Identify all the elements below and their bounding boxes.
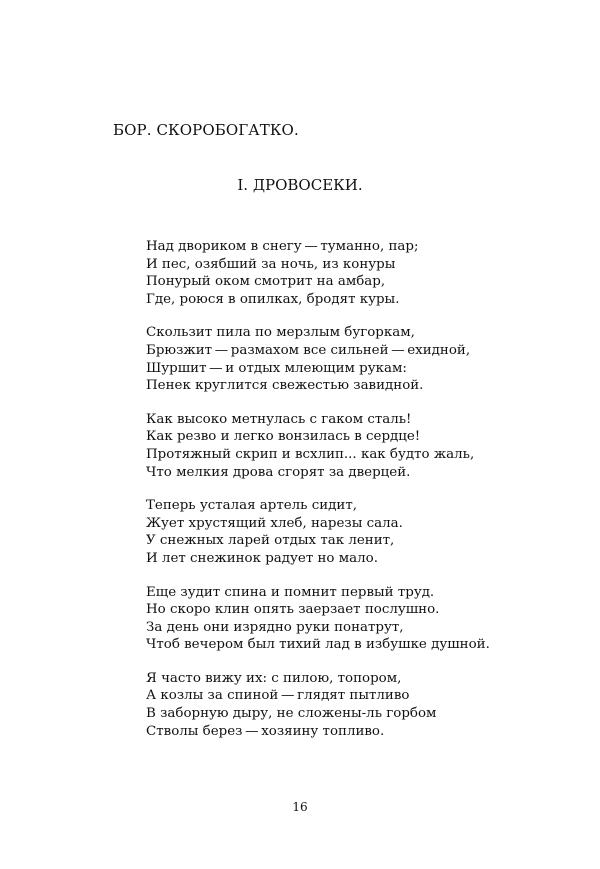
poem-line: Чтоб вечером был тихий лад в избушке душной. bbox=[146, 637, 490, 653]
stanza bbox=[146, 584, 586, 654]
author-name: БОР. СКОРОБОГАТКО. bbox=[113, 121, 299, 139]
poem-line: И лет снежинок радует но мало. bbox=[146, 550, 378, 566]
stanza bbox=[146, 497, 586, 567]
poem-line: И пес, озябший за ночь, из конуры bbox=[146, 256, 396, 272]
poem-body bbox=[146, 238, 586, 756]
page-number: 16 bbox=[292, 800, 308, 814]
poem-line: Жует хрустящий хлеб, нарезы сала. bbox=[146, 515, 403, 531]
stanza bbox=[146, 411, 586, 481]
poem-line: Пенек круглится свежестью завидной. bbox=[146, 378, 424, 394]
poem-line: В заборную дыру, не сложены-ль горбом bbox=[146, 706, 437, 722]
poem-line: Стволы берез — хозяину топливо. bbox=[146, 723, 385, 739]
poem-line: Протяжный скрип и всхлип... как будто жаль, bbox=[146, 446, 475, 462]
stanza bbox=[146, 670, 586, 740]
stanza bbox=[146, 238, 586, 308]
poem-line: Как резво и легко вонзилась в сердце! bbox=[146, 429, 421, 445]
poem-line: Что мелкия дрова сгорят за дверцей. bbox=[146, 464, 411, 480]
poem-line: Я часто вижу их: с пилою, топором, bbox=[146, 670, 402, 686]
poem-line: Где, роюся в опилках, бродят куры. bbox=[146, 291, 400, 307]
poem-line: Брюзжит — размахом все сильней — ехидной, bbox=[146, 342, 471, 358]
poem-line: Шуршит — и отдых млеющим рукам: bbox=[146, 360, 407, 376]
poem-line: Над двориком в снегу — туманно, пар; bbox=[146, 239, 419, 254]
poem-line: Но скоро клин опять заерзает послушно. bbox=[146, 602, 440, 618]
poem-line: У снежных ларей отдых так ленит, bbox=[146, 533, 395, 549]
poem-line: Как высоко метнулась с гаком сталь! bbox=[146, 411, 412, 427]
poem-line: Еще зудит спина и помнит первый труд. bbox=[146, 584, 435, 600]
poem-title: I. ДРОВОСЕКИ. bbox=[237, 176, 363, 194]
poem-line: А козлы за спиной — глядят пытливо bbox=[146, 688, 410, 704]
poem-line: Понурый оком смотрит на амбар, bbox=[146, 274, 386, 290]
poem-line: За день они изрядно руки понатрут, bbox=[146, 619, 404, 635]
poem-line: Скользит пила по мерзлым бугоркам, bbox=[146, 325, 415, 341]
poem-line: Теперь усталая артель сидит, bbox=[146, 498, 357, 514]
stanza bbox=[146, 324, 586, 394]
